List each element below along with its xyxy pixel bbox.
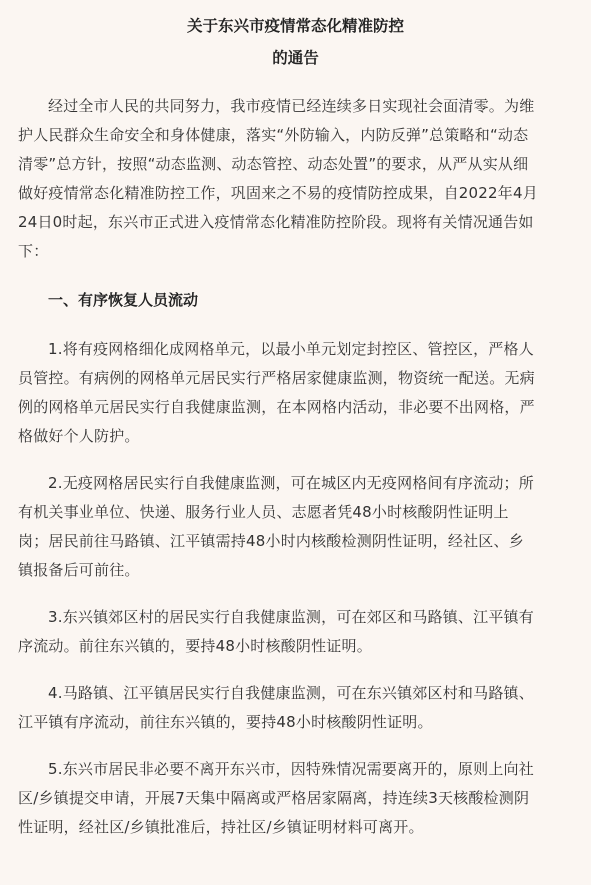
item-paragraph-4: 4.马路镇、江平镇居民实行自我健康监测，可在东兴镇郊区村和马路镇、 江平镇有序流动，前往东兴镇的，要持48小时核酸阴性证明。 (18, 684, 534, 731)
title-line-2: 的通告 (272, 49, 319, 67)
item-paragraph-3: 3.东兴镇郊区村的居民实行自我健康监测，可在郊区和马路镇、江平镇有 序流动。前往东兴镇的，要持48小时核酸阴性证明。 (18, 608, 534, 655)
item-paragraph-2: 2.无疫网格居民实行自我健康监测，可在城区内无疫网格间有序流动；所 有机关事业单位、快递、服务行业人员、志愿者凭48小时核酸阴性证明上 岗；居民前往马路镇、江平镇需持48小时内核酸检测阴性证明，经社区、乡 镇报备后可前往。 (18, 474, 534, 579)
item-paragraph-1: 1.将有疫网格细化成网格单元，以最小单元划定封控区、管控区，严格人 员管控。有病例的网格单元居民实行严格居家健康监测，物资统一配送。无病 例的网格单元居民实行自我健康监测，在本网格内活动，非必要不出网格，严 格做好个人防护。 (18, 340, 535, 445)
title-line-1: 关于东兴市疫情常态化精准防控 (186, 17, 404, 35)
intro-paragraph: 经过全市人民的共同努力，我市疫情已经连续多日实现社会面清零。为维 护人民群众生命安全和身体健康，落实“外防输入，内防反弹”总策略和“动态 清零”总方针，按照“动态监测、动态管控、动态处置”的要求，从严从实从细 做好疫情常态化精准防控工作，巩固来之不易的疫情防控成果，自2022年4月 24日0时起，东兴市正式进入疫情常态化精准防控阶段。现将有关情况通告如 下： (18, 97, 538, 260)
notice-title (18, 10, 573, 74)
section-heading-1: 一、有序恢复人员流动 (48, 291, 199, 309)
item-paragraph-5: 5.东兴市居民非必要不离开东兴市，因特殊情况需要离开的，原则上向社 区/乡镇提交申请，开展7天集中隔离或严格居家隔离，持连续3天核酸检测阴 性证明，经社区/乡镇批准后，持社区/乡镇证明材料可离开。 (18, 760, 534, 836)
